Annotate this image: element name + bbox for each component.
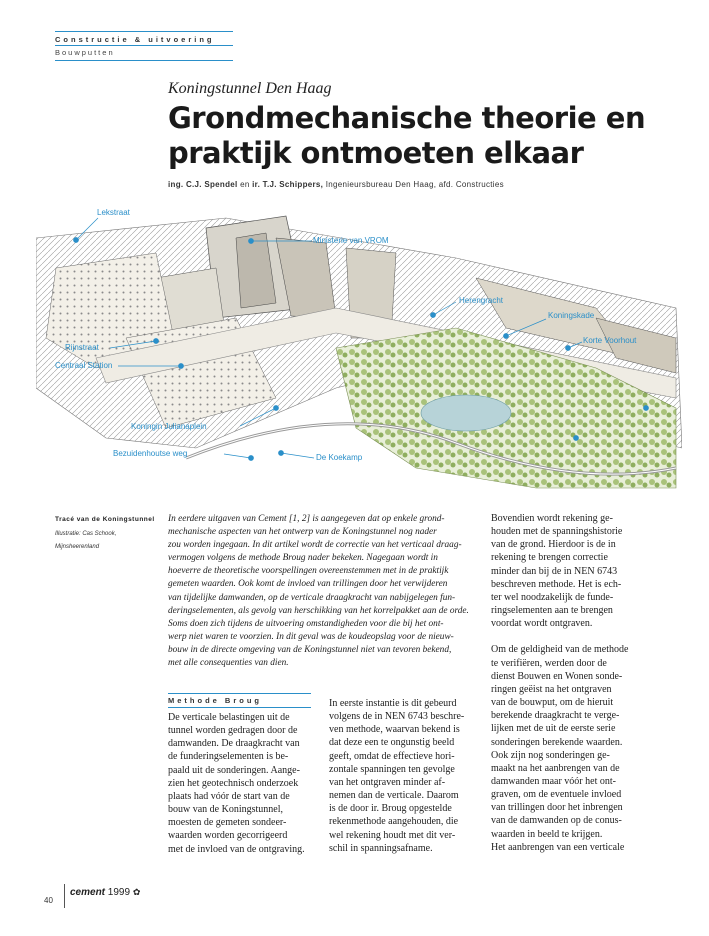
- body-line: voordat wordt ontgraven.: [491, 618, 593, 630]
- body-column-3: [491, 512, 637, 854]
- author-1: ing. C.J. Spendel: [168, 180, 238, 189]
- body-line: graven, om de eventuele invloed: [491, 789, 622, 801]
- intro-line: werp niet waren te voorzien. In dit geval was de koudeopslag voor de nieuw-: [168, 631, 454, 642]
- body-line: In eerste instantie is dit gebeurd: [329, 698, 457, 709]
- header-rule-mid: [55, 45, 233, 46]
- intro-line: In eerdere uitgaven van Cement [1, 2] is aangegeven dat op enkele grond-: [168, 514, 445, 524]
- label-ministerie-vrom: Ministerie van VROM: [313, 236, 389, 245]
- methode-rule-bottom: [168, 707, 311, 708]
- intro-line: gemeten waarden. Ook komt de invloed van trillingen door het verwijderen: [168, 579, 448, 590]
- body-line: sonderingen berekende waarden.: [491, 736, 623, 748]
- byline: [168, 180, 504, 189]
- subsection-label: Bouwputten: [55, 48, 115, 57]
- footer-divider: [64, 884, 65, 908]
- intro-line: deringselementen, als gevolg van herschikking van het korrelpakket aan de orde.: [168, 605, 469, 616]
- body-line: van de grond. Hierdoor is de in: [491, 539, 616, 551]
- body-line: van de damwanden op de conus-: [491, 815, 622, 827]
- label-de-koekamp: De Koekamp: [316, 453, 363, 462]
- title-line-2: praktijk ontmoeten elkaar: [168, 136, 584, 170]
- body-line: van het ontgraven minder af-: [329, 776, 446, 788]
- body-line: te verifiëren, werden door de: [491, 657, 607, 669]
- brand-year: 1999: [107, 887, 131, 898]
- header-rule-bottom: [55, 60, 233, 61]
- body-line: Ook zijn nog sonderingen ge-: [491, 749, 610, 761]
- body-line: Bovendien wordt rekening ge-: [491, 513, 613, 524]
- body-line: waarden in beeld te krijgen.: [491, 828, 603, 840]
- article-kicker: Koningstunnel Den Haag: [168, 80, 332, 97]
- footer-brand: [70, 887, 140, 898]
- body-line: ter wel noodzakelijk de funde-: [491, 591, 614, 603]
- body-line: damwanden. De draagkracht van: [168, 738, 300, 750]
- aerial-illustration: [36, 198, 682, 498]
- body-column-2: [329, 697, 474, 855]
- body-line: volgens de in NEN 6743 beschre-: [329, 711, 465, 723]
- body-line: met de invloed van de ontgraving.: [168, 843, 305, 855]
- intro-line: bouw in de directe omgeving van de Koningstunnel niet van tevoren bekend,: [168, 644, 452, 655]
- body-line: De verticale belastingen uit de: [168, 712, 290, 723]
- brand-name: cement: [70, 887, 106, 898]
- byline-and: en: [240, 180, 250, 189]
- label-herengracht: Herengracht: [459, 296, 504, 305]
- methode-section: [168, 693, 311, 856]
- intro-line: met alle consequenties van dien.: [168, 658, 289, 669]
- page-number: [44, 890, 53, 908]
- body-line: van trillingen door het inbrengen: [491, 802, 623, 814]
- body-line: wel rekening houdt met dit ver-: [329, 829, 456, 841]
- body-line: plaats had vóór de start van de: [168, 790, 290, 802]
- body-line: is de door ir. Broug opgestelde: [329, 803, 452, 815]
- body-line: tunnel worden gedragen door de: [168, 725, 298, 737]
- article-title: [168, 101, 688, 171]
- intro-line: hoeverre de theoretische voorspellingen overeenstemmen met in de praktijk: [168, 566, 449, 577]
- body-line: Om de geldigheid van de methode: [491, 644, 629, 656]
- body-line: bouw van de Koningstunnel,: [168, 804, 283, 816]
- label-centraal-station: Centraal Station: [55, 361, 113, 370]
- label-koningskade: Koningskade: [548, 311, 595, 320]
- intro-line: vermogen volgens de methode Broug nader bekeken. Nagegaan wordt in: [168, 553, 438, 564]
- body-line: dienst Bouwen en Wonen sonde-: [491, 670, 623, 682]
- intro-line: van tijdelijke damwanden, op de verticale draagkracht van nabijgelegen fun-: [168, 592, 456, 603]
- intro-line: Soms doen zich tijdens de uitvoering omstandigheden voor die bij het ont-: [168, 618, 444, 629]
- body-line: ven methode, waarvan bekend is: [329, 724, 460, 736]
- body-line: damwanden maar vóór het ont-: [491, 775, 616, 787]
- body-line: geeft, omdat de effectieve hori-: [329, 750, 455, 762]
- label-koningin-julianaplein: Koningin Julianaplein: [131, 422, 207, 431]
- intro-line: zou worden ingegaan. In dit artikel wordt de correctie van het verticaal draag-: [168, 540, 462, 551]
- body-line: waarden worden gecorrigeerd: [168, 830, 288, 842]
- body-line: rekenmethode aangehouden, die: [329, 816, 459, 828]
- label-korte-voorhout: Korte Voorhout: [583, 336, 637, 345]
- intro-line: mechanische aspecten van het ontwerp van de Koningstunnel nog nader: [168, 527, 437, 538]
- body-line: Het aanbrengen van een verticale: [491, 841, 625, 853]
- body-line: zien het geotechnisch onderzoek: [168, 777, 299, 789]
- body-line: nemen dan de verticale. Daarom: [329, 790, 459, 802]
- body-line: de funderingselementen is be-: [168, 751, 289, 763]
- cement-logo-icon: ✿: [132, 887, 141, 897]
- caption-title: Tracé van de Koningstunnel: [55, 516, 155, 523]
- header-rule-top: [55, 31, 233, 32]
- col3-paragraph-2: [491, 643, 637, 854]
- body-line: rekening te brengen correctie: [491, 552, 608, 564]
- body-line: ringen geëist na het ontgraven: [491, 683, 612, 695]
- title-line-1: Grondmechanische theorie en: [168, 101, 646, 135]
- intro-paragraph: [168, 513, 474, 670]
- body-line: houden met de spanningshistorie: [491, 526, 623, 538]
- body-line: beschreven methode. Het is ech-: [491, 578, 622, 590]
- col3-paragraph-1: [491, 512, 637, 630]
- section-label: Constructie & uitvoering: [55, 35, 215, 44]
- body-line: maakt na het aanbrengen van de: [491, 762, 620, 774]
- body-line: schil in spanningsafname.: [329, 842, 433, 854]
- body-line: van de bouwput, om de hieruit: [491, 697, 614, 709]
- body-line: zontale spanningen ten gevolge: [329, 763, 455, 775]
- author-2: ir. T.J. Schippers,: [252, 180, 324, 189]
- body-line: moesten de gemeten sondeer-: [168, 817, 287, 829]
- methode-heading: Methode Broug: [168, 696, 262, 705]
- affiliation: Ingenieursbureau Den Haag, afd. Constructies: [325, 180, 504, 189]
- body-line: berekende draagkracht te verge-: [491, 710, 620, 722]
- page-number-text: 40: [44, 896, 53, 905]
- body-line: dat deze een te ongunstig beeld: [329, 737, 455, 749]
- body-line: minder dan bij de in NEN 6743: [491, 565, 618, 577]
- caption-credit-2: Mijnsheerenland: [55, 544, 100, 550]
- label-rijnstraat: Rijnstraat: [65, 343, 99, 352]
- caption-credit: Illustratie: Cas Schook,: [55, 531, 117, 537]
- methode-body: [168, 711, 311, 856]
- body-line: paald uit de sonderingen. Aange-: [168, 764, 300, 776]
- label-bezuidenhoutse-weg: Bezuidenhoutse weg: [113, 449, 188, 458]
- label-lekstraat: Lekstraat: [97, 208, 130, 217]
- body-line: ringselementen aan te brengen: [491, 605, 613, 617]
- body-line: lijken met de uit de eerste serie: [491, 723, 616, 735]
